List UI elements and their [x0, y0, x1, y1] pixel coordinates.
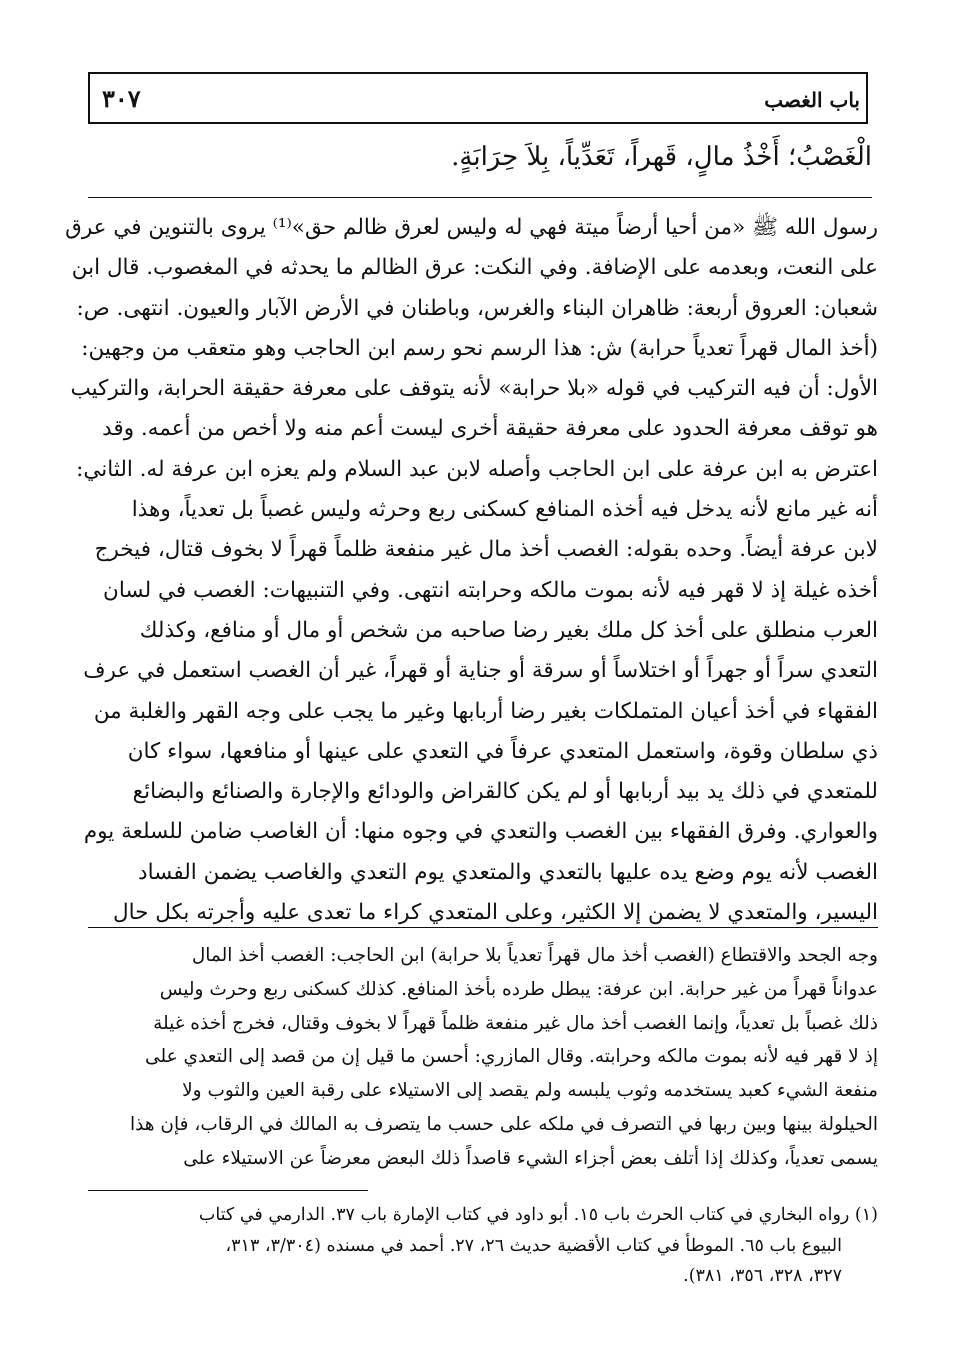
- commentary-line: للمتعدي في ذلك يد بيد أربابها أو لم يكن كالقراض والودائع والإجارة والصنائع والبضائع: [132, 779, 878, 805]
- commentary-line: أخذه غيلة إذ لا قهر فيه لأنه بموت مالكه وحرابته انتهى. وفي التنبيهات: الغصب في لسان: [103, 577, 878, 603]
- commentary-line: رسول الله ﷺ «من أحيا أرضاً ميتة فهي له وليس لعرق ظالم حق»⁽¹⁾ يروى بالتنوين في عرق: [65, 215, 878, 240]
- commentary-line: أنه غير مانع لأنه يدخل فيه أخذه المنافع كسكنى ربع وحرثه وليس غصباً بل تعدياً، وهذا: [131, 497, 878, 523]
- commentary-line: لابن عرفة أيضاً. وحده بقوله: الغصب أخذ مال غير منفعة ظلماً قهراً لا بخوف قتال، فيخرج: [94, 537, 878, 563]
- commentary-section: [65, 208, 878, 933]
- commentary-line: هو توقف معرفة الحدود على معرفة حقيقة أخرى ليست أعم منه ولا أخص من أعمه. وقد: [102, 416, 878, 442]
- commentary-line: الغصب لأنه يوم وضع يده عليها بالتعدي والمتعدي يوم التعدي والغاصب يضمن الفساد: [138, 859, 878, 885]
- page-number: ٣٠٧: [102, 84, 141, 113]
- footnote-section: [88, 1200, 878, 1292]
- chapter-title: باب الغصب: [764, 88, 860, 112]
- footnote-divider: [88, 1190, 368, 1191]
- commentary-line: اعترض به ابن عرفة على ابن الحاجب وأصله لابن عبد السلام ولم يعزه ابن عرفة له. الثاني:: [76, 456, 878, 482]
- book-page: [65, 72, 878, 1332]
- notes-line: يسمى تعدياً، وكذلك إذا أتلف بعض أجزاء الشيء قاصداً ذلك البعض معرضاً عن الاستيلاء على: [183, 1147, 878, 1169]
- notes-line: ذلك غصباً بل تعدياً، وإنما الغصب أخذ مال غير منفعة ظلماً قهراً لا بخوف وقتال، فخرج أخذه غيلة: [153, 1012, 878, 1034]
- commentary-line: ذي سلطان وقوة، واستعمل المتعدي عرفاً في التعدي على عينها أو منافعها، سواء كان: [127, 738, 878, 764]
- notes-line: الحيلولة بينها وبين ربها في التصرف في ملكه على حسب ما يتصرف به المالك في الرقاب، فإن هذا: [129, 1113, 878, 1135]
- commentary-line: (أخذ المال قهراً تعدياً حرابة) ش: هذا الرسم نحو رسم ابن الحاجب وهو متعقب من وجهين:: [81, 335, 878, 361]
- commentary-line: الفقهاء في أخذ أعيان المتملكات بغير رضا أربابها وغير ما يجب على وجه القهر والغلبة من: [93, 698, 878, 724]
- notes-line: إذ لا قهر فيه لأنه بموت مالكه وحرابته. وقال المازري: أحسن ما قيل إن من قصد إلى التعدي على: [145, 1046, 878, 1068]
- commentary-line: الأول: أن فيه التركيب في قوله «بلا حرابة» لأنه يتوقف على معرفة حقيقة الحرابة، والتركيب: [70, 376, 878, 402]
- divider-under-main-text: [88, 197, 872, 198]
- commentary-line: اليسير، والمتعدي لا يضمن إلا الكثير، وعلى المتعدي كراء ما تعدى عليه وأجرته بكل حال: [112, 900, 878, 926]
- commentary-line: العرب منطلق على أخذ كل ملك بغير رضا صاحبه من شخص أو مال أو منافع، وكذلك: [139, 617, 878, 643]
- notes-section: [88, 939, 878, 1176]
- running-header: [88, 72, 868, 124]
- main-text-line: الْغَصْبُ؛ أَخْذُ مالٍ، قَهراً، تَعَدِّياً، بِلاَ حِرَابَةٍ.: [451, 142, 872, 172]
- commentary-line: شعبان: العروق أربعة: ظاهران البناء والغرس، وباطنان في الأرض الآبار والعيون. انتهى. ص:: [76, 295, 878, 321]
- footnote-line: البيوع باب ٦٥. الموطأ في كتاب الأقضية حديث ٢٦، ٢٧. أحمد في مسنده (٣/٣٠٤، ٣١٣،: [225, 1235, 842, 1256]
- footnote-line: ٣٢٧، ٣٢٨، ٣٥٦، ٣٨١).: [683, 1266, 842, 1286]
- notes-line: وجه الجحد والاقتطاع (الغصب أخذ مال قهراً تعدياً بلا حرابة) ابن الحاجب: الغصب أخذ المال: [191, 945, 878, 966]
- divider-above-notes: [88, 927, 878, 928]
- commentary-line: والعواري. وفرق الفقهاء بين الغصب والتعدي في وجوه منها: أن الغاصب ضامن للسلعة يوم: [83, 819, 878, 845]
- footnote-line: (١) رواه البخاري في كتاب الحرث باب ١٥. أبو داود في كتاب الإمارة باب ٣٧. الدارمي في كتاب: [198, 1205, 878, 1225]
- commentary-line: التعدي سراً أو جهراً أو اختلاساً أو سرقة أو جناية أو قهراً، غير أن الغصب استعمل في عرف: [83, 658, 878, 684]
- commentary-line: على النعت، وبعدمه على الإضافة. وفي النكت: عرق الظالم ما يحدثه في المغصوب. قال ابن: [71, 255, 878, 281]
- notes-line: عدواناً قهراً من غير حرابة. ابن عرفة: يبطل طرده بأخذ المنافع. كذلك كسكنى ربع وحرث وليس: [159, 978, 878, 1000]
- notes-line: منفعة الشيء كعبد يستخدمه وثوب يلبسه ولم يقصد إلى الاستيلاء على رقبة العين والثوب ولا: [182, 1080, 878, 1102]
